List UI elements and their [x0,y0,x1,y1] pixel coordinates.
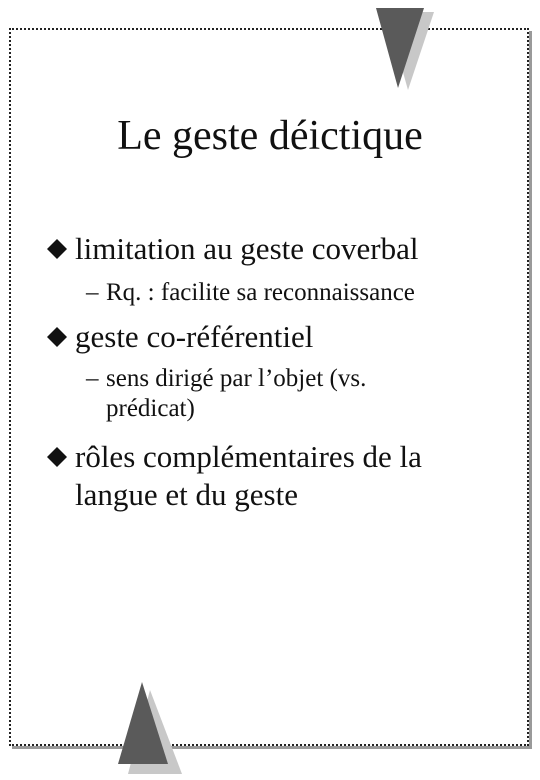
sub-bullet-text: Rq. : facilite sa reconnaissance [106,279,415,306]
slide-title: Le geste déictique [117,113,423,159]
bullet-item [47,318,465,356]
sub-bullet-text: sens dirigé par l’objet (vs. prédicat) [106,365,367,422]
sub-bullet-item [86,364,456,424]
bullet-text: limitation au geste coverbal [75,231,419,266]
diamond-icon [47,447,67,467]
bullet-item [47,438,465,514]
bullet-text: rôles complémentaires de la langue et du geste [75,439,422,512]
dash-marker: – [86,365,99,392]
bullet-text: geste co-référentiel [75,319,314,354]
triangle-bottom-icon [110,676,186,776]
triangle-top-icon [372,4,438,96]
diamond-icon [47,327,67,347]
bullet-item [47,230,465,268]
dash-marker: – [86,279,99,306]
diamond-icon [47,239,67,259]
sub-bullet-item [86,278,456,308]
